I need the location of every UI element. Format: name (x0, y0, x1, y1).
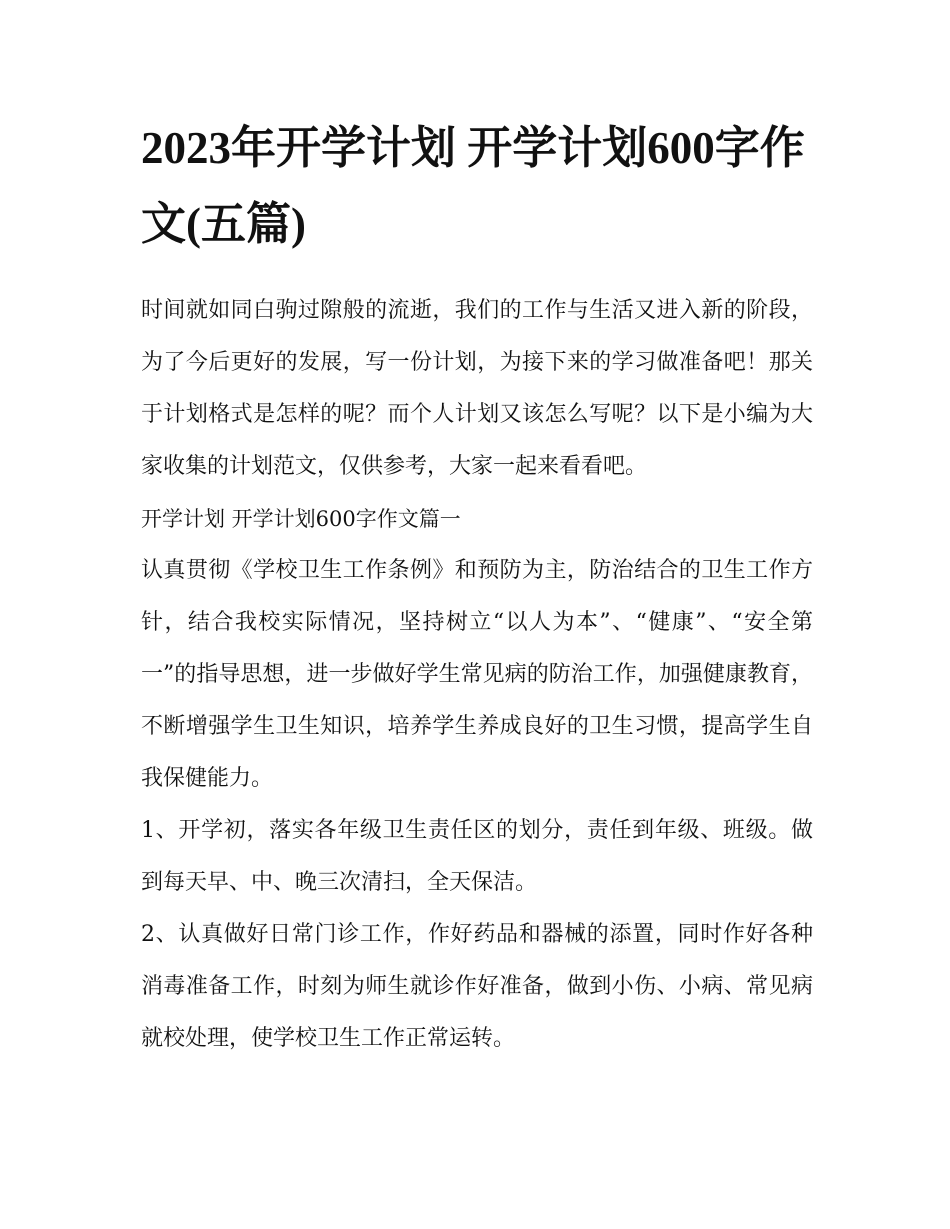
list-item-2: 2、认真做好日常门诊工作，作好药品和器械的添置，同时作好各种消毒准备工作，时刻为师生就诊作好准备，做到小伤、小病、常见病就校处理，使学校卫生工作正常运转。 (141, 922, 813, 1051)
section-heading: 开学计划 开学计划600字作文篇一 (141, 507, 461, 531)
intro-paragraph: 时间就如同白驹过隙般的流逝，我们的工作与生活又进入新的阶段，为了今后更好的发展，写一份计划，为接下来的学习做准备吧！那关于计划格式是怎样的呢？而个人计划又该怎么写呢？以下是小编为大家收集的计划范文，仅供参考，大家一起来看看吧。 (141, 298, 813, 479)
section-body-paragraph: 认真贯彻《学校卫生工作条例》和预防为主，防治结合的卫生工作方针，结合我校实际情况，坚持树立“以人为本”、“健康”、“安全第一”的指导思想，进一步做好学生常见病的防治工作，加强健康教育，不断增强学生卫生知识，培养学生养成良好的卫生习惯，提高学生自我保健能力。 (141, 558, 813, 791)
document-title: 2023年开学计划 开学计划600字作文(五篇) (141, 123, 805, 249)
document-content (141, 110, 813, 1065)
list-item-1: 1、开学初，落实各年级卫生责任区的划分，责任到年级、班级。做到每天早、中、晚三次清扫，全天保洁。 (141, 818, 813, 895)
